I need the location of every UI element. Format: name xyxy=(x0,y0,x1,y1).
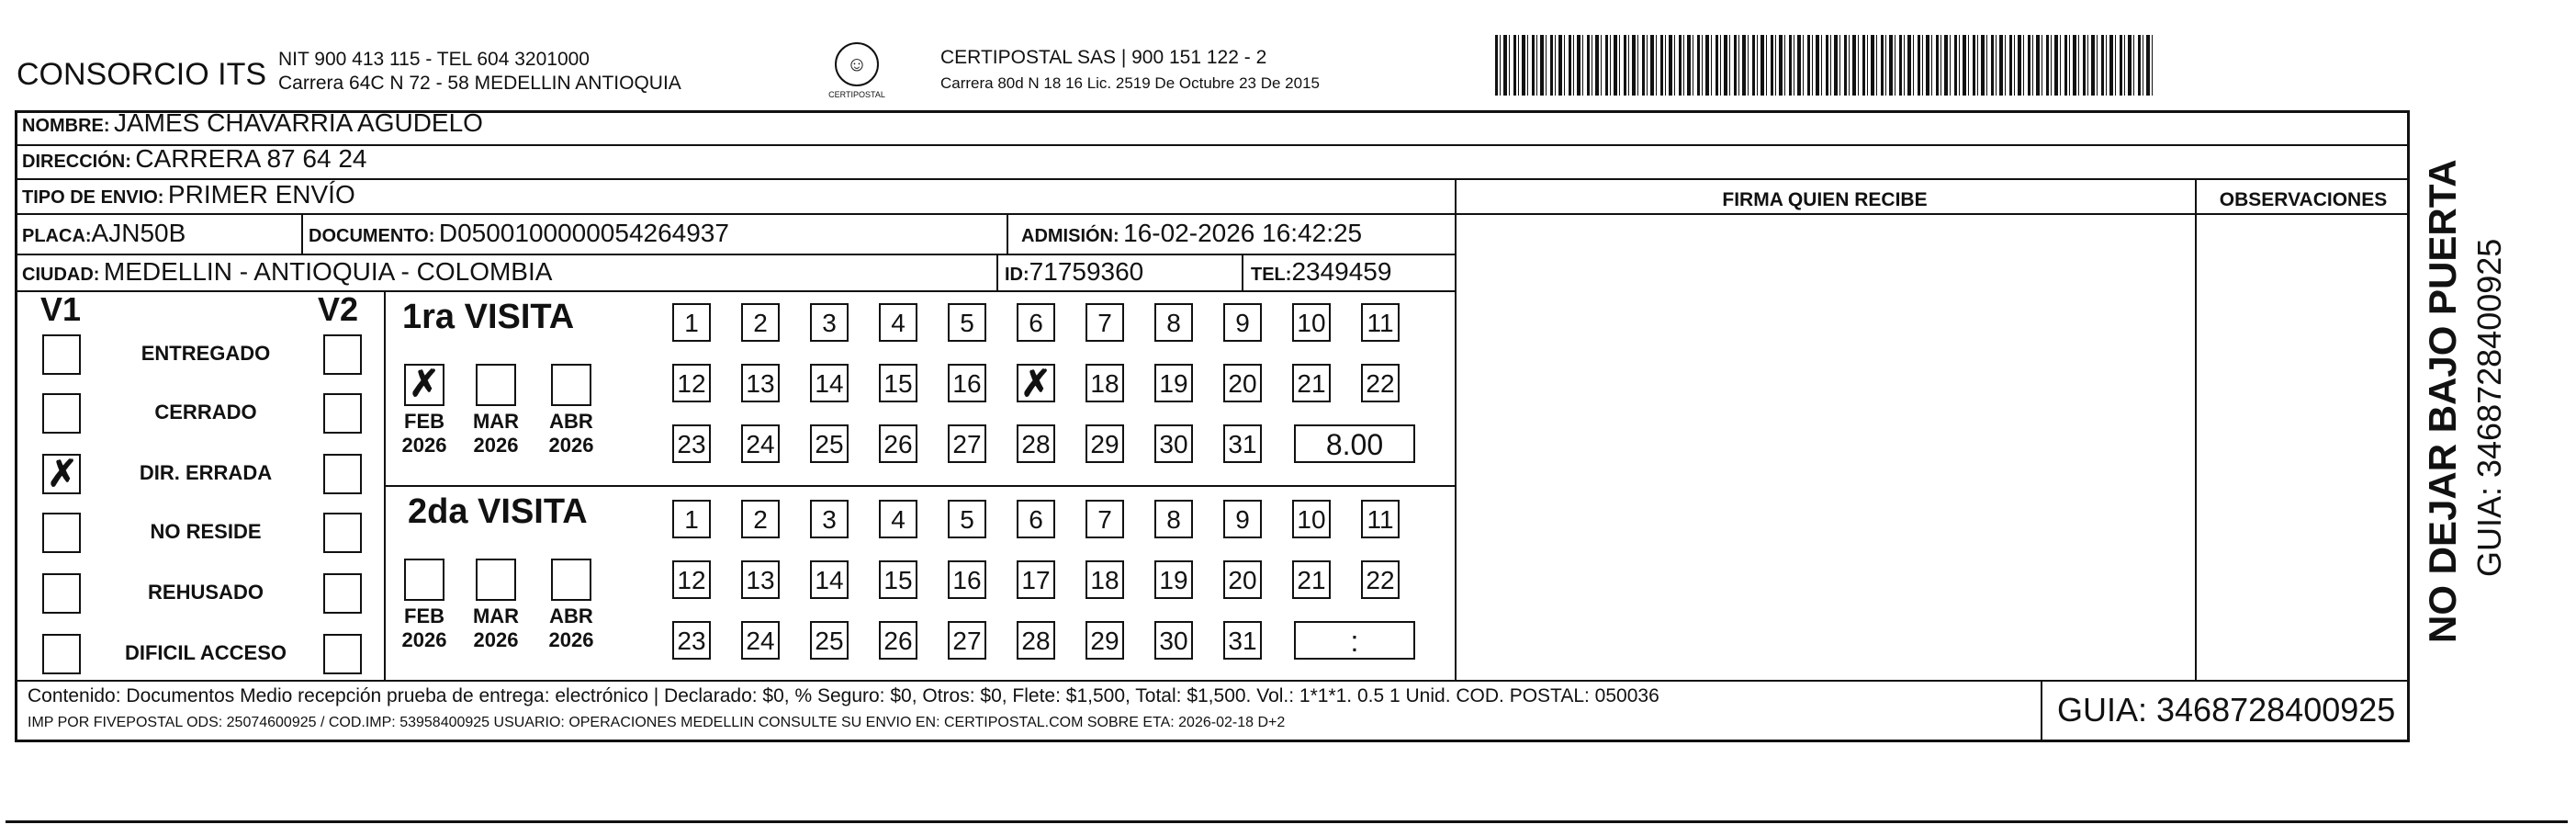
month-checkbox[interactable] xyxy=(551,559,591,601)
recipient-address: CARRERA 87 64 24 xyxy=(135,144,367,173)
day-box[interactable]: 15 xyxy=(879,364,917,402)
month-checkbox[interactable] xyxy=(476,364,516,406)
day-box[interactable]: 18 xyxy=(1086,560,1124,599)
month-label: FEB xyxy=(404,604,444,627)
v1-checkbox[interactable] xyxy=(42,334,81,375)
v1-checkbox[interactable] xyxy=(42,393,81,434)
month-label: MAR xyxy=(472,604,520,627)
day-box[interactable]: 30 xyxy=(1154,424,1193,463)
month-checkbox[interactable] xyxy=(404,559,444,601)
recipient-name: JAMES CHAVARRIA AGUDELO xyxy=(114,108,483,137)
admission-label: ADMISIÓN: xyxy=(1021,226,1119,246)
day-box[interactable]: 24 xyxy=(741,621,780,660)
day-box[interactable]: 10 xyxy=(1292,303,1331,342)
day-box[interactable]: 31 xyxy=(1223,424,1262,463)
day-box[interactable]: 26 xyxy=(879,621,917,660)
name-label: NOMBRE: xyxy=(22,116,110,136)
v1-checkbox[interactable] xyxy=(42,454,81,494)
day-box[interactable]: 29 xyxy=(1086,621,1124,660)
day-box[interactable]: 19 xyxy=(1154,560,1193,599)
tel-value: 2349459 xyxy=(1291,257,1392,286)
v1-header: V1 xyxy=(40,290,82,328)
day-box[interactable]: 28 xyxy=(1017,621,1055,660)
month-checkbox[interactable] xyxy=(551,364,591,406)
v2-checkbox[interactable] xyxy=(323,513,362,553)
day-box[interactable]: 28 xyxy=(1017,424,1055,463)
doc-label: DOCUMENTO: xyxy=(309,226,435,246)
day-box[interactable]: 11 xyxy=(1361,303,1400,342)
day-box[interactable]: 16 xyxy=(948,560,986,599)
observations-header: OBSERVACIONES xyxy=(2219,189,2388,210)
id-value: 71759360 xyxy=(1029,257,1144,286)
company-line-1: NIT 900 413 115 - TEL 604 3201000 xyxy=(278,49,590,70)
status-label: DIFICIL ACCESO xyxy=(124,641,287,664)
month-year: 2026 xyxy=(401,628,447,651)
day-box[interactable]: 18 xyxy=(1086,364,1124,402)
day-box[interactable]: 24 xyxy=(741,424,780,463)
address-label: DIRECCIÓN: xyxy=(22,152,131,172)
footer-guia: GUIA: 3468728400925 xyxy=(2057,691,2396,729)
day-box[interactable]: 31 xyxy=(1223,621,1262,660)
city-value: MEDELLIN - ANTIOQUIA - COLOMBIA xyxy=(103,257,553,286)
status-label: DIR. ERRADA xyxy=(139,461,273,484)
plate-label: PLACA: xyxy=(22,226,92,246)
day-box[interactable]: 5 xyxy=(948,500,986,538)
day-box[interactable]: 4 xyxy=(879,303,917,342)
carrier-logo xyxy=(816,42,898,99)
plate-value: AJN50B xyxy=(91,219,186,247)
admission-datetime: 16-02-2026 16:42:25 xyxy=(1123,219,1363,247)
shipment-type: PRIMER ENVÍO xyxy=(167,180,355,209)
day-box[interactable]: 14 xyxy=(810,560,849,599)
day-box[interactable]: 10 xyxy=(1292,500,1331,538)
side-guia: GUIA: 3468728400925 xyxy=(2470,238,2508,577)
month-year: 2026 xyxy=(548,628,594,651)
day-box[interactable]: 13 xyxy=(741,364,780,402)
v2-header: V2 xyxy=(318,290,359,328)
day-box[interactable]: 9 xyxy=(1223,303,1262,342)
day-box[interactable]: 22 xyxy=(1361,364,1400,402)
v1-checkbox[interactable] xyxy=(42,513,81,553)
day-box[interactable]: 6 xyxy=(1017,303,1055,342)
v2-checkbox[interactable] xyxy=(323,573,362,614)
day-box[interactable]: 23 xyxy=(672,621,711,660)
certipostal-logo-icon: ☺ xyxy=(835,42,879,86)
day-box[interactable]: 3 xyxy=(810,303,849,342)
day-box[interactable]: 20 xyxy=(1223,364,1262,402)
month-label: MAR xyxy=(472,410,520,433)
visit1-title: 1ra VISITA xyxy=(402,298,575,336)
day-box[interactable] xyxy=(1017,364,1055,402)
day-box[interactable]: 22 xyxy=(1361,560,1400,599)
barcode xyxy=(1495,35,2156,96)
month-year: 2026 xyxy=(473,628,519,651)
day-box[interactable]: 4 xyxy=(879,500,917,538)
day-box[interactable]: 12 xyxy=(672,560,711,599)
month-year: 2026 xyxy=(401,434,447,457)
day-box[interactable]: 19 xyxy=(1154,364,1193,402)
check-mark-icon: ✗ xyxy=(47,454,78,494)
day-box[interactable]: 12 xyxy=(672,364,711,402)
day-box[interactable]: 13 xyxy=(741,560,780,599)
month-label: ABR xyxy=(549,604,593,627)
month-year: 2026 xyxy=(548,434,594,457)
day-box[interactable]: 1 xyxy=(672,500,711,538)
day-box[interactable]: 26 xyxy=(879,424,917,463)
company-line-2: Carrera 64C N 72 - 58 MEDELLIN ANTIOQUIA xyxy=(278,73,681,94)
company-name: CONSORCIO ITS xyxy=(17,57,267,92)
day-box[interactable]: 27 xyxy=(948,424,986,463)
side-warning: NO DEJAR BAJO PUERTA xyxy=(2421,159,2464,643)
day-box[interactable]: 2 xyxy=(741,303,780,342)
status-label: NO RESIDE xyxy=(150,520,262,543)
document-number: D0500100000054264937 xyxy=(438,219,729,247)
status-label: CERRADO xyxy=(154,401,257,424)
carrier-line-2: Carrera 80d N 18 16 Lic. 2519 De Octubre 23 De 2015 xyxy=(940,74,1320,92)
day-box[interactable]: 1 xyxy=(672,303,711,342)
day-box[interactable]: 2 xyxy=(741,500,780,538)
day-box[interactable]: 6 xyxy=(1017,500,1055,538)
city-label: CIUDAD: xyxy=(22,265,100,285)
tel-label: TEL: xyxy=(1251,265,1292,285)
v2-checkbox[interactable] xyxy=(323,334,362,375)
v1-checkbox[interactable] xyxy=(42,573,81,614)
day-box[interactable]: 23 xyxy=(672,424,711,463)
signature-area[interactable] xyxy=(1457,217,2193,678)
signature-header: FIRMA QUIEN RECIBE xyxy=(1722,189,1928,210)
day-box[interactable]: 9 xyxy=(1223,500,1262,538)
id-label: ID: xyxy=(1005,265,1029,285)
day-box[interactable]: 27 xyxy=(948,621,986,660)
day-box[interactable]: 21 xyxy=(1292,560,1331,599)
day-box[interactable]: 14 xyxy=(810,364,849,402)
status-label: REHUSADO xyxy=(148,581,264,604)
check-mark-icon: ✗ xyxy=(1020,364,1052,404)
month-checkbox[interactable] xyxy=(404,364,444,406)
day-box[interactable]: 17 xyxy=(1017,560,1055,599)
v2-checkbox[interactable] xyxy=(323,393,362,434)
month-checkbox[interactable] xyxy=(476,559,516,601)
day-box[interactable]: 3 xyxy=(810,500,849,538)
visit2-title: 2da VISITA xyxy=(408,492,588,531)
logo-caption: CERTIPOSTAL xyxy=(828,90,885,99)
day-box[interactable]: 15 xyxy=(879,560,917,599)
status-label: ENTREGADO xyxy=(141,342,271,365)
day-box[interactable]: 20 xyxy=(1223,560,1262,599)
month-year: 2026 xyxy=(473,434,519,457)
day-box[interactable]: 30 xyxy=(1154,621,1193,660)
check-mark-icon: ✗ xyxy=(409,364,440,404)
type-label: TIPO DE ENVIO: xyxy=(22,187,164,208)
v1-checkbox[interactable] xyxy=(42,634,81,674)
day-box[interactable]: 21 xyxy=(1292,364,1331,402)
v2-checkbox[interactable] xyxy=(323,634,362,674)
v2-checkbox[interactable] xyxy=(323,454,362,494)
bottom-edge xyxy=(6,820,2568,823)
observations-area[interactable] xyxy=(2197,217,2408,678)
day-box[interactable]: 11 xyxy=(1361,500,1400,538)
time-box[interactable]: 8.00 xyxy=(1294,424,1415,463)
footer-imp: IMP POR FIVEPOSTAL ODS: 25074600925 / COD.IMP: 53958400925 USUARIO: OPERACIONES MEDELLIN CONSULTE SU ENVIO EN: CERTIPOSTAL.COM SOBRE ETA: 2026-02-18 D+2 xyxy=(28,715,1286,730)
day-box[interactable]: 25 xyxy=(810,621,849,660)
day-box[interactable]: 8 xyxy=(1154,500,1193,538)
carrier-line-1: CERTIPOSTAL SAS | 900 151 122 - 2 xyxy=(940,47,1267,68)
day-box[interactable]: 25 xyxy=(810,424,849,463)
month-label: FEB xyxy=(404,410,444,433)
day-box[interactable]: 16 xyxy=(948,364,986,402)
time-box[interactable]: : xyxy=(1294,621,1415,660)
day-box[interactable]: 7 xyxy=(1086,500,1124,538)
day-box[interactable]: 29 xyxy=(1086,424,1124,463)
footer-content: Contenido: Documentos Medio recepción prueba de entrega: electrónico | Declarado: $0, % Seguro: $0, Otros: $0, Flete: $1,500, Total: $1,500. Vol.: 1*1*1. 0.5 1 Unid. COD. POSTAL: 050036 xyxy=(28,685,1659,706)
day-box[interactable]: 7 xyxy=(1086,303,1124,342)
month-label: ABR xyxy=(549,410,593,433)
day-box[interactable]: 5 xyxy=(948,303,986,342)
day-box[interactable]: 8 xyxy=(1154,303,1193,342)
